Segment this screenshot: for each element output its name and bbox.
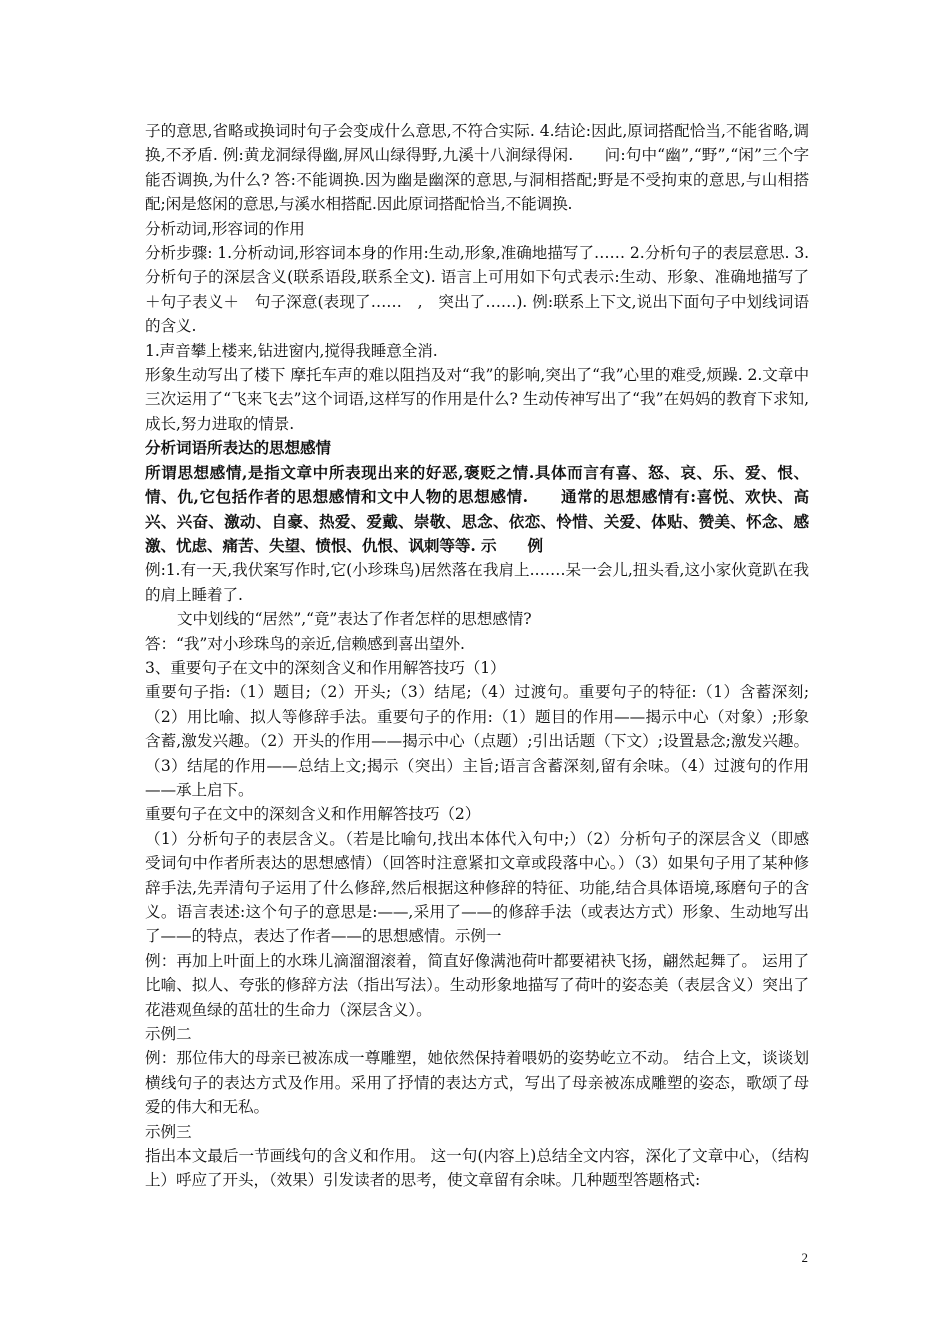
paragraph: 例：那位伟大的母亲已被冻成一尊雕塑，她依然保持着喂奶的姿势屹立不动。 结合上文，谈谈划横线句子的表达方式及作用。采用了抒情的表达方式，写出了母亲被冻成雕塑的姿态，歌颂了母爱的伟大和无私。	[145, 1049, 809, 1117]
paragraph: 重要句子指:（1）题目;（2）开头;（3）结尾;（4）过渡句。重要句子的特征:（1）含蓄深刻;（2）用比喻、拟人等修辞手法。重要句子的作用:（1）题目的作用——揭示中心（对象）;形象含蓄,激发兴趣。（2）开头的作用——揭示中心（点题）;引出话题（下文）;设置悬念;激发兴趣。（3）结尾的作用——总结上文;揭示（突出）主旨;语言含蓄深刻,留有余味。（4）过渡句的作用——承上启下。	[145, 683, 809, 799]
section-heading: 分析动词,形容词的作用	[145, 219, 305, 238]
paragraph: 形象生动写出了楼下 摩托车声的难以阻挡及对“我”的影响,突出了“我”心里的难受,烦躁. 2.文章中三次运用了“飞来飞去”这个词语,这样写的作用是什么? 生动传神写出了“我”在妈妈的教育下求知,成长,努力进取的情景.	[145, 366, 809, 433]
paragraph: 例:1.有一天,我伏案写作时,它(小珍珠鸟)居然落在我肩上.……呆一会儿,扭头看,这小家伙竟趴在我的肩上睡着了.	[145, 561, 809, 604]
example-label: 示例三	[145, 1122, 192, 1141]
section-heading: 3、重要句子在文中的深刻含义和作用解答技巧（1）	[145, 658, 506, 677]
question: 文中划线的“居然”,“竟”表达了作者怎样的思想感情?	[177, 610, 532, 629]
paragraph: 指出本文最后一节画线句的含义和作用。 这一句(内容上)总结全文内容，深化了文章中心，（结构上）呼应了开头，（效果）引发读者的思考，使文章留有余味。几种题型答题格式:	[145, 1147, 809, 1190]
page-number: 2	[801, 1250, 808, 1265]
paragraph: （1）分析句子的表层含义。（若是比喻句,找出本体代入句中;）（2）分析句子的深层含义（即感受词句中作者所表达的思想感情）（回答时注意紧扣文章或段落中心。）（3）如果句子用了某种修辞手法,先弄清句子运用了什么修辞,然后根据这种修辞的特征、功能,结合具体语境,琢磨句子的含义。语言表述:这个句子的意思是:——,采用了——的修辞手法（或表达方式）形象、生动地写出了——的特点，表达了作者——的思想感情。示例一	[145, 829, 809, 946]
paragraph: 所谓思想感情,是指文章中所表现出来的好恶,褒贬之情.具体而言有喜、怒、哀、乐、爱、恨、情、仇,它包括作者的思想感情和文中人物的思想感情. 通常的思想感情有:喜悦、欢快、高兴、兴奋、激动、自豪、热爱、爱戴、崇敬、思念、依恋、怜惜、关爱、体贴、赞美、怀念、感激、忧虑、痛苦、失望、愤恨、仇恨、讽刺等等. 示 例	[145, 462, 809, 555]
answer: 答：“我”对小珍珠鸟的亲近,信赖感到喜出望外.	[145, 634, 465, 653]
paragraph: 分析步骤: 1.分析动词,形容词本身的作用:生动,形象,准确地描写了…… 2.分析句子的表层意思. 3.分析句子的深层含义(联系语段,联系全文). 语言上可用如下句式表示:生动、形象、准确地描写了＋句子表义＋ 句子深意(表现了…… , 突出了……). 例:联系上下文,说出下面句子中划线词语的含义.	[145, 244, 809, 336]
example-sentence: 1.声音攀上楼来,钻进窗内,搅得我睡意全消.	[145, 341, 438, 360]
section-heading: 重要句子在文中的深刻含义和作用解答技巧（2）	[145, 805, 481, 824]
paragraph: 例：再加上叶面上的水珠儿滴溜溜滚着，简直好像满池荷叶都要裙袂飞扬，翩然起舞了。 运用了比喻、拟人、夸张的修辞方法（指出写法）。生动形象地描写了荷叶的姿态美（表层含义）突出了花港观鱼绿的茁壮的生命力（深层含义）。	[145, 951, 809, 1019]
example-label: 示例二	[145, 1025, 192, 1044]
paragraph: 子的意思,省略或换词时句子会变成什么意思,不符合实际. 4.结论:因此,原词搭配恰当,不能省略,调换,不矛盾. 例:黄龙洞绿得幽,屏风山绿得野,九溪十八涧绿得闲. 问:句中“幽”,“野”,“闲”三个字能否调换,为什么? 答:不能调换.因为幽是幽深的意思,与洞相搭配;野是不受拘束的意思,与山相搭配;闲是悠闲的意思,与溪水相搭配.因此原词搭配恰当,不能调换.	[145, 122, 809, 214]
document-body	[145, 119, 809, 1193]
section-heading: 分析词语所表达的思想感情	[145, 438, 331, 458]
